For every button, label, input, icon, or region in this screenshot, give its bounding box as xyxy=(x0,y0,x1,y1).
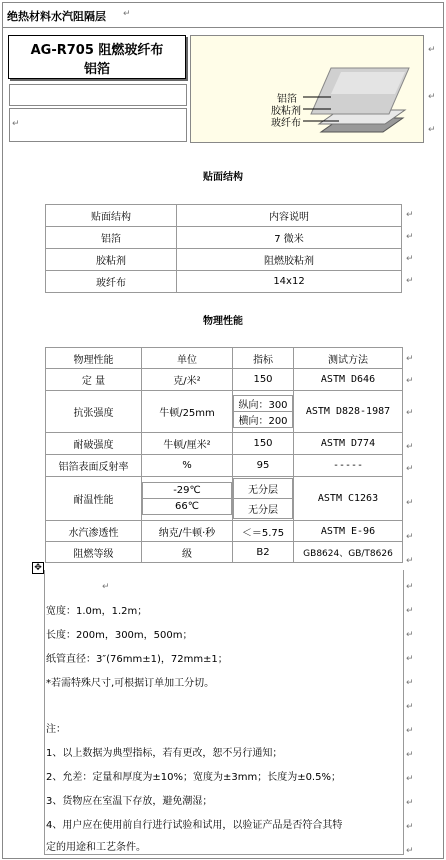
note-custom: *若需特殊尺寸,可根据订单加工分切。 xyxy=(46,678,215,689)
paragraph-mark-icon: ↵ xyxy=(406,630,414,640)
paragraph-mark-icon: ↵ xyxy=(406,606,414,616)
paragraph-mark-icon: ↵ xyxy=(428,45,436,55)
paragraph-mark-icon: ↵ xyxy=(406,678,414,688)
paragraph-mark-icon: ↵ xyxy=(406,774,414,784)
table-cell: 耐破强度 xyxy=(46,433,142,455)
table-cell: ＜＝5.75 xyxy=(233,521,294,542)
structure-table xyxy=(45,204,402,293)
table-header-cell: 测试方法 xyxy=(294,348,403,369)
paragraph-mark-icon: ↵ xyxy=(406,582,414,592)
note-item-4a: 4、用户应在使用前自行进行试验和试用，以验证产品是否符合其特 xyxy=(46,820,343,831)
paragraph-mark-icon: ↵ xyxy=(406,750,414,760)
paragraph-mark-icon: ↵ xyxy=(428,92,436,102)
table-header-cell: 指标 xyxy=(233,348,294,369)
table-cell: % xyxy=(142,455,233,477)
empty-cell-1 xyxy=(9,84,187,106)
table-cell: 抗张强度 xyxy=(46,391,142,433)
note-core: 纸管直径：3″(76mm±1)，72mm±1； xyxy=(46,654,228,665)
label-fiberglass: 玻纤布 xyxy=(271,118,301,129)
paragraph-mark-icon: ↵ xyxy=(406,702,414,712)
note-item-4b: 定的用途和工艺条件。 xyxy=(46,842,146,853)
paragraph-mark-icon: ↵ xyxy=(406,822,414,832)
paragraph-mark-icon: ↵ xyxy=(406,498,414,508)
paragraph-mark-icon: ↵ xyxy=(406,798,414,808)
move-handle-icon[interactable]: ✥ xyxy=(32,562,44,574)
product-name-line2: 铝箔 xyxy=(83,62,110,77)
table-cell: 级 xyxy=(142,542,233,563)
table-cell: 水汽渗透性 xyxy=(46,521,142,542)
table-cell xyxy=(233,391,294,433)
note-item-1: 1、以上数据为典型指标，若有更改，恕不另行通知； xyxy=(46,748,283,759)
empty-cell-2 xyxy=(9,108,187,142)
table-cell: ASTM C1263 xyxy=(294,477,403,521)
sub-cell: 无分层 xyxy=(233,499,293,519)
paragraph-mark-icon: ↵ xyxy=(406,442,414,452)
section-title-structure: 贴面结构 xyxy=(203,172,243,183)
paragraph-mark-icon: ↵ xyxy=(12,119,20,129)
table-cell: 胶粘剂 xyxy=(46,249,177,271)
paragraph-mark-icon: ↵ xyxy=(406,276,414,286)
sub-cell: 无分层 xyxy=(233,478,293,499)
paragraph-mark-icon: ↵ xyxy=(406,654,414,664)
table-cell: ASTM D774 xyxy=(294,433,403,455)
table-cell: ASTM D646 xyxy=(294,369,403,391)
note-item-2: 2、允差：定量和厚度为±10%；宽度为±3mm；长度为±0.5%； xyxy=(46,772,341,783)
table-cell: 牛顿/25mm xyxy=(142,391,233,433)
sub-cell: 纵向：300 xyxy=(233,395,293,412)
foil-highlight xyxy=(331,72,405,94)
table-cell: 150 xyxy=(233,369,294,391)
layer-diagram xyxy=(191,36,423,142)
table-cell: 14x12 xyxy=(177,271,402,293)
product-name-box xyxy=(8,35,186,79)
header-title: 绝热材料水汽阻隔层 xyxy=(7,10,106,23)
table-cell: 定 量 xyxy=(46,369,142,391)
note-length: 长度：200m，300m，500m； xyxy=(46,630,193,641)
table-cell xyxy=(233,477,294,521)
table-cell: 克/米² xyxy=(142,369,233,391)
table-cell: ASTM D828-1987 xyxy=(294,391,403,433)
paragraph-mark-icon: ↵ xyxy=(406,846,414,856)
layer-diagram-box xyxy=(190,35,424,143)
label-adhesive: 胶粘剂 xyxy=(271,106,301,117)
table-cell: 铝箔 xyxy=(46,227,177,249)
paragraph-mark-icon: ↵ xyxy=(406,232,414,242)
table-cell: 耐温性能 xyxy=(46,477,142,521)
paragraph-mark-icon: ↵ xyxy=(406,254,414,264)
note-item-3: 3、货物应在室温下存放，避免潮湿； xyxy=(46,796,213,807)
paragraph-mark-icon: ↵ xyxy=(406,408,414,418)
paragraph-mark-icon: ↵ xyxy=(102,582,110,592)
table-header-cell: 内容说明 xyxy=(177,205,402,227)
sub-cell: -29℃ xyxy=(142,482,232,499)
table-cell: 阻燃胶粘剂 xyxy=(177,249,402,271)
paragraph-mark-icon: ↵ xyxy=(406,532,414,542)
properties-table xyxy=(45,347,403,563)
table-cell: 牛顿/厘米² xyxy=(142,433,233,455)
paragraph-mark-icon: ↵ xyxy=(406,726,414,736)
header-bar xyxy=(2,2,444,28)
product-name-line1: AG-R705 阻燃玻纤布 xyxy=(30,43,164,58)
sub-cell: 66℃ xyxy=(142,499,232,515)
table-header-cell: 物理性能 xyxy=(46,348,142,369)
table-cell: 7 微米 xyxy=(177,227,402,249)
table-cell: ----- xyxy=(294,455,403,477)
table-cell: 纳克/牛顿·秒 xyxy=(142,521,233,542)
note-width: 宽度：1.0m，1.2m； xyxy=(46,606,148,617)
paragraph-mark-icon: ↵ xyxy=(406,556,414,566)
table-cell: B2 xyxy=(233,542,294,563)
table-cell: 150 xyxy=(233,433,294,455)
table-header-cell: 贴面结构 xyxy=(46,205,177,227)
table-cell: ASTM E-96 xyxy=(294,521,403,542)
paragraph-mark-icon: ↵ xyxy=(406,376,414,386)
sub-cell: 横向：200 xyxy=(233,412,293,428)
table-cell xyxy=(142,477,233,521)
paragraph-mark-icon: ↵ xyxy=(428,125,436,135)
note-title: 注： xyxy=(46,724,66,735)
paragraph-mark-icon: ↵ xyxy=(406,464,414,474)
table-cell: 铝箔表面反射率 xyxy=(46,455,142,477)
table-cell: 95 xyxy=(233,455,294,477)
table-header-cell: 单位 xyxy=(142,348,233,369)
table-cell: GB8624、GB/T8626 xyxy=(294,542,403,563)
paragraph-mark-icon: ↵ xyxy=(406,354,414,364)
table-cell: 阻燃等级 xyxy=(46,542,142,563)
paragraph-mark-icon: ↵ xyxy=(406,210,414,220)
paragraph-mark-icon: ↵ xyxy=(123,9,131,19)
section-title-properties: 物理性能 xyxy=(203,316,243,327)
label-foil: 铝箔 xyxy=(277,94,297,105)
table-cell: 玻纤布 xyxy=(46,271,177,293)
